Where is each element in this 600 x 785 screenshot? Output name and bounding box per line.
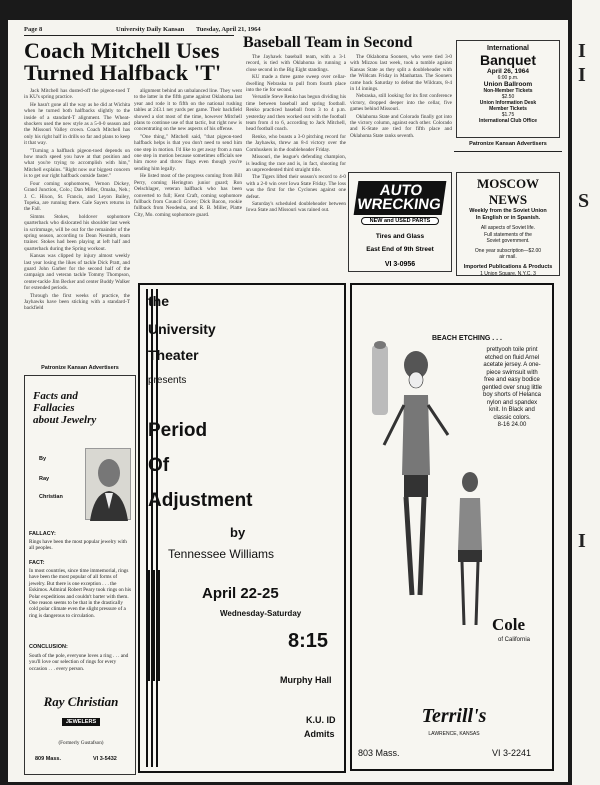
ad-text: classic colors. [493, 414, 531, 421]
ad-text: nylon and spandex [486, 399, 538, 406]
ad-text: Union Ballroom [483, 81, 533, 88]
ad-text: $2.50 [501, 94, 515, 100]
paragraph: The Oklahoma Sooners, who were tied 3-0 with Mizzou last week, took a tumble against Kansas State as they split a doubleheader with the Wildcats Friday in Manhattan. The Sooners came back Saturday to defeat the Wildcats, 8-4 in 14 innings. [350, 54, 452, 93]
title-line: Fallacies [33, 402, 75, 414]
ad-title: BEACH ETCHING . . . [432, 335, 503, 342]
paragraph: Jack Mitchell has dusted-off the pigeon-toed T in KU's spring practice. [24, 88, 130, 101]
logo-text: LAWRENCE, KANSAS [428, 731, 480, 737]
university-theater-ad [138, 283, 346, 773]
paragraph: Versatile Steve Renko has begun dividing his time between baseball and spring football. Renko practiced baseball from 3 to 4 p.m. yesterday and then worked out with the football team from 4 to 6, according to Jack Mitchell, head football coach. [246, 94, 346, 133]
paragraph: KU made a three game sweep over cellar-dwelling Nebraska to pull from fourth place into the tie for second. [246, 74, 346, 94]
section-label: FACT: [29, 560, 45, 566]
byline: By [39, 456, 47, 462]
brand-name: Cole [492, 615, 526, 634]
paragraph: Kansas was clipped by injury almost weekly last year losing the likes of tackle Dick Pratt, and guard John Garber for the second half of the campaign and veteran tackle Tommy Thompson, center-tackle Jim Becker and center Buddy Walker for extended periods. [24, 253, 130, 292]
ad-phone: VI 3-0956 [384, 261, 416, 268]
ad-text: Member Tickets [489, 106, 527, 112]
ad-text: Non-Member Tickets [483, 88, 533, 94]
baseball-column-2 [350, 54, 452, 168]
moscow-news-ad [456, 172, 560, 276]
ad-text: $1.75 [501, 112, 515, 118]
title-line: about Jewelry [33, 414, 97, 426]
ad-text: presents [148, 375, 187, 386]
ad-title: MOSCOW NEWS [476, 176, 540, 207]
logo-text: WRECKING [356, 196, 442, 213]
portrait-photo [85, 448, 131, 520]
section-label: CONCLUSION: [29, 644, 68, 650]
ad-text: 1 Union Square, N.Y.C. 3 [480, 270, 536, 277]
portrait-illustration [86, 449, 132, 521]
divider [454, 151, 562, 152]
ad-text: Full statements of the [484, 231, 532, 238]
parts-badge: NEW and USED PARTS [361, 217, 439, 225]
ad-text: boy shorts of Helanca [482, 392, 542, 398]
story-column-1 [24, 88, 130, 350]
ad-text: Tires and Glass [375, 233, 425, 240]
ad-text: prettyooh toile print [486, 347, 538, 353]
ad-text: free and easy bodice [484, 377, 540, 383]
play-title: Of [148, 455, 170, 476]
paragraph: Missouri, the league's defending champion, is leading the race and is, in fact, shooting for an unprecedented third straight title. [246, 154, 346, 173]
ray-christian-logo [33, 694, 129, 728]
paragraph: The Tigers lifted their season's record to 4-0 with a 2-0 win over Iowa State Friday. The loss was the first for the Cyclones against one defeat. [246, 174, 346, 200]
ad-text: 6:00 p.m. [497, 75, 519, 81]
ad-text: knit. In Black and [489, 407, 535, 413]
auto-wrecking-ad [348, 172, 452, 272]
story-headline: Coach Mitchell Uses Turned Halfback 'T' [24, 38, 222, 85]
ad-phone: VI 3-5432 [93, 756, 117, 762]
ad-text: Rings have been the most popular jewelry with all peoples. [29, 539, 127, 552]
ad-text: by [230, 525, 246, 540]
paragraph: He hasn't gone all the way as he did at Wichita when he turned both halfbacks slightly to the inside of a standard-T alignment. The Wheat-shockers used the new style as a 5-0-0 season and the Missouri Valley crown. Coach Mitchell has only his right half in drills so far and plans to keep it that way. [24, 101, 130, 147]
baseball-column-1 [246, 54, 346, 280]
byline: Ray [39, 476, 50, 482]
play-title: Period [148, 420, 208, 441]
logo-text: JEWELERS [62, 718, 100, 726]
swimsuit-illustration [364, 325, 454, 625]
vertical-rule [148, 570, 150, 681]
paragraph: "Turning a halfback pigeon-toed depends on how much speed you have at that position and what you're trying to accomplish with him," Mitchell explains. "Right now our biggest concern is to get our right halfback outside faster." [24, 147, 130, 180]
byline: Christian [39, 494, 63, 500]
paragraph: Renko, who boasts a 3-0 pitching record for the Jayhawks, threw an 8-4 victory over the Cornhuskers in the doubleheader Friday. [246, 133, 346, 153]
vertical-rule [158, 570, 160, 681]
paragraph: "One thing," Mitchell said, "that pigeon-toed halfback helps is that you don't need to send him one step in motion. I'd like to get away from a man one step in motion because sometimes officials see him move and throw flags even though you're sending him legally. [134, 133, 242, 172]
paragraph: He listed most of the progress coming from Bill Perry, coming Herington junior guard; Ron Oelschlager, veteran halfback who has been converted to full; Kent Craft, coming sophomore fullback from Council Grove; Dick Bacon, rookie fullback from Neodesha, and R. B. Miller, Platte City, Mo. coming sophomore guard. [134, 173, 242, 218]
ad-text: International Club Office [478, 118, 538, 124]
terrills-ad [350, 283, 554, 771]
ad-title [33, 390, 96, 426]
play-title: Adjustment [148, 490, 253, 511]
header-rule [24, 35, 234, 36]
ad-text: Tennessee Williams [168, 547, 275, 561]
next-page-fragment: S [578, 190, 590, 212]
terrills-logo: Terrill's [421, 705, 487, 727]
ad-text: South of the pole, everyone loves a ring . . . and you'll love our selection of rings for every occasion . . . every person. [29, 653, 129, 672]
ad-phone: VI 3-2241 [492, 748, 532, 758]
ad-text: K.U. ID [306, 715, 336, 725]
ad-text: One year subscription—$2.00 [474, 247, 542, 254]
ad-text: University [148, 321, 216, 337]
ad-text: piece swimsuit with [486, 369, 538, 376]
ad-text: In most countries, since time immemorial, rings have been the most popular of all forms of jewelry. But there is one exception . . . the Eskimos. Admiral Robert Peary took rings on his Polar expeditions and couldn't barter with them. One reason seems to be that in the drastically cold polar climate even the slight pressure of a ring is dangerous to circulation. [29, 568, 132, 619]
patronize-banner: Patronize Kansan Advertisers [469, 141, 547, 147]
newspaper-page [8, 20, 568, 782]
ad-text: Admits [304, 729, 335, 739]
paragraph: Four coming sophomores, Vernon Dickey, Grand Junction, Colo.; Dan Miller, Omaha, Neb.; J. C. Hixon, St. Francis, and Leyon Bailey, Topeka, are running there. Gale Sayers returns in the Fall. [24, 180, 130, 213]
event-venue: Murphy Hall [280, 675, 332, 685]
ad-text: Soviet government. [486, 238, 530, 244]
ad-text: etched on fluid Arnel [484, 354, 540, 361]
baseball-headline: Baseball Team in Second [243, 34, 413, 51]
paper-name: University Daily Kansan [116, 26, 185, 33]
paragraph: Nebraska, still looking for its first conference victory, dropped deeper into the cellar, five games behind Missouri. [350, 93, 452, 113]
ad-text: the [148, 293, 169, 309]
patronize-banner: Patronize Kansan Advertisers [41, 365, 119, 371]
ad-text: All aspects of Soviet life. [480, 225, 536, 231]
swimsuit-illustration-2 [448, 470, 492, 630]
ad-copy [470, 347, 554, 430]
next-page-fragment: I [578, 64, 586, 86]
vertical-rule [153, 570, 155, 681]
paragraph: Oklahoma State and Colorado finally got into the victory column, against each other. Colorado and K-State are tied for fifth place and Oklahoma State ranks seventh. [350, 113, 452, 139]
ad-text: (Formerly Gustafson) [58, 740, 104, 746]
ad-text: In English or in Spanish. [475, 215, 541, 221]
next-page-edge [572, 0, 600, 785]
title-line: Facts and [33, 390, 78, 402]
paragraph: Simms Stokes, holdover sophomore quarterback who dislocated his shoulder last week in scrimmage, will be out for the remainder of the spring season, according to Dean Nesmith, team trainer. Stokes had been playing at left half and quarterback during the Spring workout. [24, 213, 130, 252]
logo-text: AUTO [378, 182, 424, 199]
ad-address: 809 Mass. [35, 756, 61, 762]
ad-text: Union Information Desk [479, 100, 537, 106]
ad-price: 8-16 24.00 [497, 422, 527, 428]
ad-text: gentled over snug little [481, 384, 543, 391]
paragraph: Through the first weeks of practice, the Jayhawks have been sticking with a standard-T backfield [24, 292, 130, 312]
brand-sub: of California [498, 637, 531, 643]
banquet-ad [456, 40, 560, 138]
section-label: FALLACY: [29, 531, 56, 537]
ad-address: 803 Mass. [358, 748, 400, 758]
ray-christian-ad [24, 375, 136, 775]
ad-text: Wednesday-Saturday [220, 609, 302, 618]
ad-text: Theater [148, 347, 199, 363]
ad-text: air mail. [499, 254, 517, 260]
page-number: Page 8 [24, 26, 43, 33]
auto-wrecking-logo [354, 181, 447, 215]
ad-text: April 26, 1964 [487, 68, 529, 75]
event-dates: April 22-25 [202, 585, 279, 602]
ad-title: Banquet [480, 52, 536, 68]
ad-text: Imported Publications & Products [463, 263, 553, 270]
next-page-fragment: I [578, 530, 586, 552]
ad-text: East End of 9th Street [366, 246, 434, 253]
paragraph: The Jayhawk baseball team, with a 3-1 record, is tied with Oklahoma in running a close second in the Big Eight standings. [246, 54, 346, 73]
paragraph: Saturday's scheduled doubleheader between Iowa State and Missouri was rained out. [246, 200, 346, 214]
ad-text: Weekly from the Soviet Union [469, 208, 547, 214]
paragraph: alignment behind an unbalanced line. They went to the latter in the fifth game against Oklahoma last year and rode it to fifth on the national rushing tables at 243.1 net yards per game. Their backfield showed a slot most of the time, however Mitchell plans to continue use of that tactic, but right now is concentrating on the new aspects of his offense. [134, 88, 242, 133]
event-time: 8:15 [288, 630, 329, 652]
next-page-fragment: I [578, 40, 586, 62]
issue-date: Tuesday, April 21, 1964 [196, 26, 261, 33]
logo-text: Ray Christian [43, 694, 119, 709]
ad-text: acetate jersey. A one- [483, 362, 541, 368]
story-column-2 [134, 88, 242, 280]
ad-text: International [486, 45, 529, 52]
